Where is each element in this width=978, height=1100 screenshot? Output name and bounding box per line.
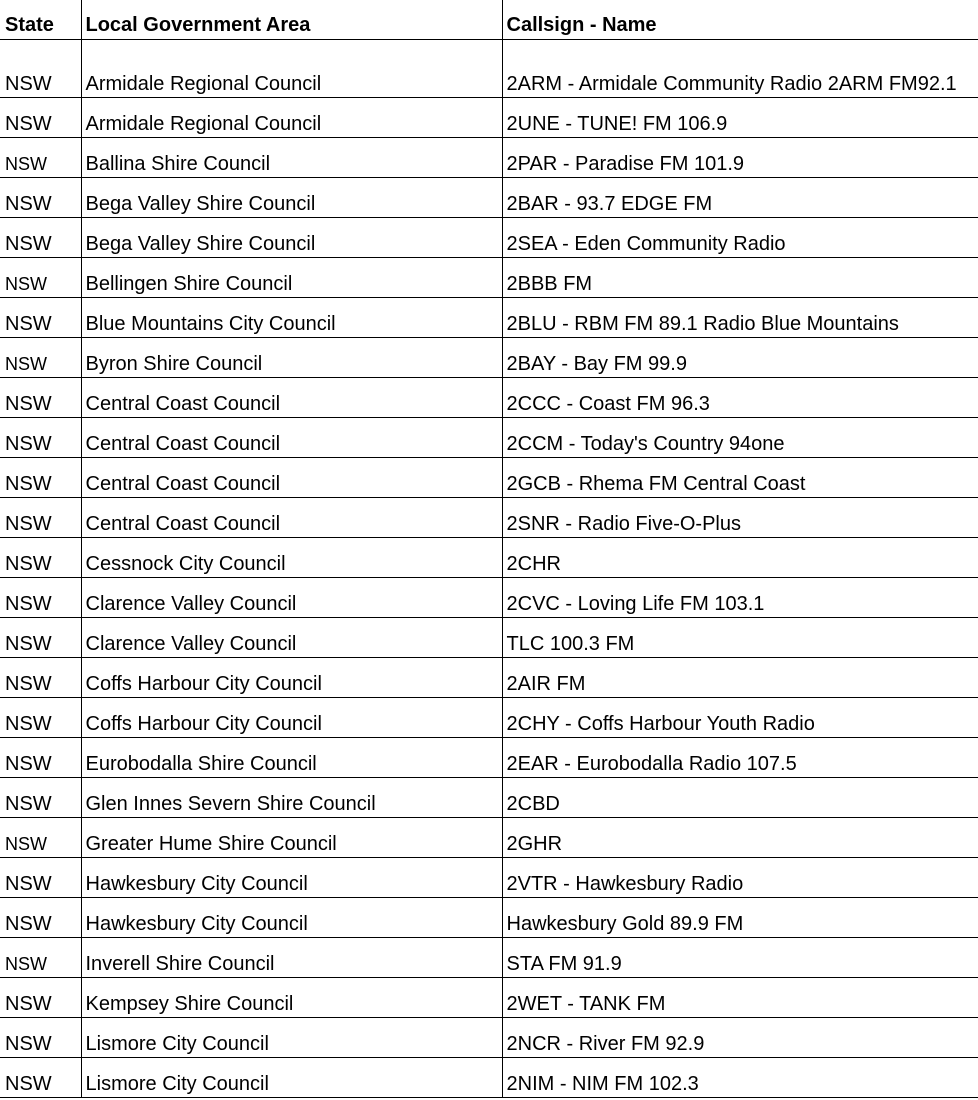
lga-cell: Kempsey Shire Council bbox=[81, 978, 502, 1018]
table-row bbox=[0, 458, 978, 498]
lga-cell: Central Coast Council bbox=[81, 458, 502, 498]
header-local-government-area: Local Government Area bbox=[81, 0, 502, 40]
callsign-cell: 2BLU - RBM FM 89.1 Radio Blue Mountains bbox=[502, 298, 978, 338]
lga-cell: Inverell Shire Council bbox=[81, 938, 502, 978]
table-row bbox=[0, 538, 978, 578]
lga-cell: Armidale Regional Council bbox=[81, 98, 502, 138]
table-row bbox=[0, 378, 978, 418]
state-cell: NSW bbox=[0, 818, 81, 858]
callsign-cell: 2SEA - Eden Community Radio bbox=[502, 218, 978, 258]
callsign-cell: STA FM 91.9 bbox=[502, 938, 978, 978]
lga-cell: Eurobodalla Shire Council bbox=[81, 738, 502, 778]
state-cell: NSW bbox=[0, 218, 81, 258]
lga-cell: Coffs Harbour City Council bbox=[81, 698, 502, 738]
state-cell: NSW bbox=[0, 578, 81, 618]
state-cell: NSW bbox=[0, 378, 81, 418]
state-cell: NSW bbox=[0, 458, 81, 498]
table-row bbox=[0, 138, 978, 178]
table-row bbox=[0, 40, 978, 98]
callsign-cell: 2UNE - TUNE! FM 106.9 bbox=[502, 98, 978, 138]
state-cell: NSW bbox=[0, 338, 81, 378]
callsign-cell: 2WET - TANK FM bbox=[502, 978, 978, 1018]
state-cell: NSW bbox=[0, 178, 81, 218]
lga-cell: Armidale Regional Council bbox=[81, 40, 502, 98]
state-cell: NSW bbox=[0, 618, 81, 658]
state-cell: NSW bbox=[0, 698, 81, 738]
state-cell: NSW bbox=[0, 658, 81, 698]
table-row bbox=[0, 898, 978, 938]
state-cell: NSW bbox=[0, 778, 81, 818]
lga-cell: Hawkesbury City Council bbox=[81, 858, 502, 898]
table-row bbox=[0, 938, 978, 978]
state-cell: NSW bbox=[0, 858, 81, 898]
callsign-cell: Hawkesbury Gold 89.9 FM bbox=[502, 898, 978, 938]
table-row bbox=[0, 338, 978, 378]
callsign-cell: 2VTR - Hawkesbury Radio bbox=[502, 858, 978, 898]
lga-cell: Cessnock City Council bbox=[81, 538, 502, 578]
callsign-cell: 2BAR - 93.7 EDGE FM bbox=[502, 178, 978, 218]
state-cell: NSW bbox=[0, 40, 81, 98]
table-row bbox=[0, 1018, 978, 1058]
state-cell: NSW bbox=[0, 978, 81, 1018]
table-row bbox=[0, 858, 978, 898]
state-cell: NSW bbox=[0, 898, 81, 938]
state-cell: NSW bbox=[0, 1018, 81, 1058]
callsign-cell: 2BBB FM bbox=[502, 258, 978, 298]
callsign-cell: 2EAR - Eurobodalla Radio 107.5 bbox=[502, 738, 978, 778]
lga-cell: Ballina Shire Council bbox=[81, 138, 502, 178]
callsign-cell: 2AIR FM bbox=[502, 658, 978, 698]
state-cell: NSW bbox=[0, 938, 81, 978]
table-row bbox=[0, 658, 978, 698]
lga-cell: Lismore City Council bbox=[81, 1058, 502, 1098]
lga-cell: Greater Hume Shire Council bbox=[81, 818, 502, 858]
table-row bbox=[0, 738, 978, 778]
callsign-cell: 2CHY - Coffs Harbour Youth Radio bbox=[502, 698, 978, 738]
table-row bbox=[0, 498, 978, 538]
lga-cell: Byron Shire Council bbox=[81, 338, 502, 378]
lga-cell: Bega Valley Shire Council bbox=[81, 218, 502, 258]
callsign-cell: 2CBD bbox=[502, 778, 978, 818]
state-cell: NSW bbox=[0, 538, 81, 578]
lga-cell: Central Coast Council bbox=[81, 378, 502, 418]
lga-cell: Bega Valley Shire Council bbox=[81, 178, 502, 218]
lga-cell: Clarence Valley Council bbox=[81, 618, 502, 658]
state-cell: NSW bbox=[0, 418, 81, 458]
state-cell: NSW bbox=[0, 1058, 81, 1098]
table-row bbox=[0, 618, 978, 658]
header-row bbox=[0, 0, 978, 40]
lga-cell: Clarence Valley Council bbox=[81, 578, 502, 618]
table-row bbox=[0, 418, 978, 458]
lga-cell: Coffs Harbour City Council bbox=[81, 658, 502, 698]
header-state: State bbox=[0, 0, 81, 40]
table-row bbox=[0, 98, 978, 138]
table-row bbox=[0, 698, 978, 738]
table-row bbox=[0, 778, 978, 818]
callsign-cell: 2GHR bbox=[502, 818, 978, 858]
table-row bbox=[0, 818, 978, 858]
state-cell: NSW bbox=[0, 98, 81, 138]
callsign-cell: 2PAR - Paradise FM 101.9 bbox=[502, 138, 978, 178]
table-row bbox=[0, 1058, 978, 1098]
lga-cell: Lismore City Council bbox=[81, 1018, 502, 1058]
table-row bbox=[0, 178, 978, 218]
state-cell: NSW bbox=[0, 738, 81, 778]
callsign-cell: 2NIM - NIM FM 102.3 bbox=[502, 1058, 978, 1098]
lga-cell: Hawkesbury City Council bbox=[81, 898, 502, 938]
callsign-cell: 2BAY - Bay FM 99.9 bbox=[502, 338, 978, 378]
table-row bbox=[0, 258, 978, 298]
state-cell: NSW bbox=[0, 138, 81, 178]
callsign-cell: 2CCC - Coast FM 96.3 bbox=[502, 378, 978, 418]
table-row bbox=[0, 978, 978, 1018]
lga-cell: Bellingen Shire Council bbox=[81, 258, 502, 298]
callsign-cell: 2CVC - Loving Life FM 103.1 bbox=[502, 578, 978, 618]
callsign-cell: 2CCM - Today's Country 94one bbox=[502, 418, 978, 458]
table-row bbox=[0, 578, 978, 618]
callsign-cell: 2ARM - Armidale Community Radio 2ARM FM92.1 bbox=[502, 40, 978, 98]
state-cell: NSW bbox=[0, 298, 81, 338]
lga-cell: Central Coast Council bbox=[81, 498, 502, 538]
lga-cell: Blue Mountains City Council bbox=[81, 298, 502, 338]
lga-cell: Glen Innes Severn Shire Council bbox=[81, 778, 502, 818]
callsign-cell: 2SNR - Radio Five-O-Plus bbox=[502, 498, 978, 538]
state-cell: NSW bbox=[0, 258, 81, 298]
callsign-cell: 2NCR - River FM 92.9 bbox=[502, 1018, 978, 1058]
table-row bbox=[0, 218, 978, 258]
lga-cell: Central Coast Council bbox=[81, 418, 502, 458]
callsign-cell: TLC 100.3 FM bbox=[502, 618, 978, 658]
state-cell: NSW bbox=[0, 498, 81, 538]
callsign-cell: 2CHR bbox=[502, 538, 978, 578]
table-row bbox=[0, 298, 978, 338]
callsign-cell: 2GCB - Rhema FM Central Coast bbox=[502, 458, 978, 498]
header-callsign-name: Callsign - Name bbox=[502, 0, 978, 40]
